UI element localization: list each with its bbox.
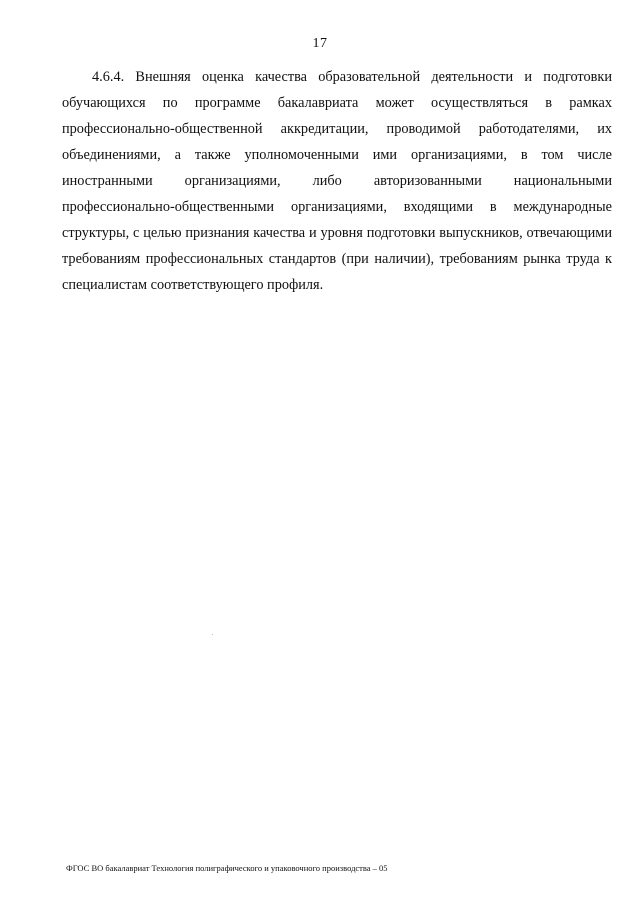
page-footer: ФГОС ВО бакалавриат Технология полиграфического и упаковочного производства – 05	[66, 863, 388, 873]
page-number: 17	[312, 36, 328, 51]
section-paragraph-4-6-4: 4.6.4. Внешняя оценка качества образовательной деятельности и подготовки обучающихся по программе бакалавриата может осуществляться в рамках профессионально-общественной аккредитации, проводимой работодателями, их объединениями, а также уполномоченными ими организациями, в том числе иностранными организациями, либо авторизованными национальными профессионально-общественными организациями, входящими в международные структуры, с целью признания качества и уровня подготовки выпускников, отвечающими требованиям профессиональных стандартов (при наличии), требованиям рынка труда к специалистам соответствующего профиля.	[62, 69, 612, 293]
scan-speck	[212, 634, 213, 635]
